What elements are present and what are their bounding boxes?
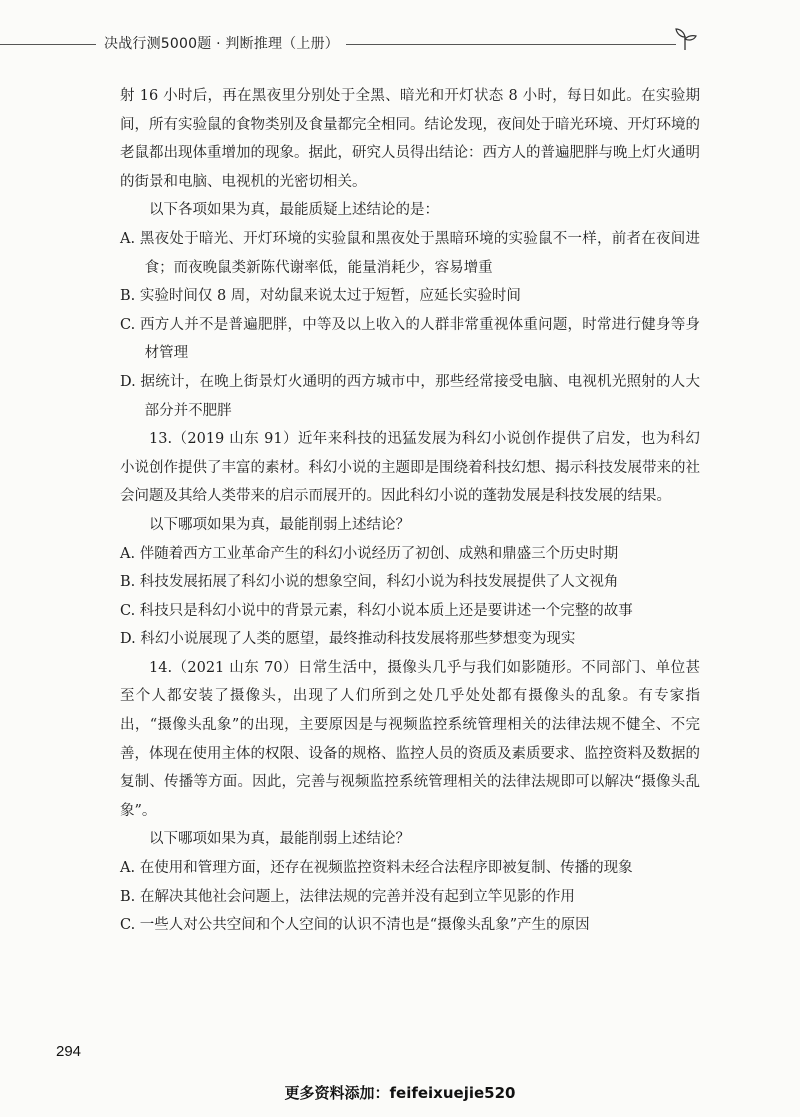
- book-title: 决战行测5000题 · 判断推理（上册）: [104, 36, 339, 52]
- question-prompt: 以下各项如果为真，最能质疑上述结论的是：: [149, 202, 439, 219]
- option-b: B. 在解决其他社会问题上，法律法规的完善并没有起到立竿见影的作用: [120, 888, 575, 905]
- header-rule-right: [346, 44, 676, 45]
- option-c: C. 科技只是科幻小说中的背景元素，科幻小说本质上还是要讲述一个完整的故事: [120, 602, 633, 619]
- option-d: D. 据统计，在晚上街景灯火通明的西方城市中，那些经常接受电脑、电视机光照射的人大部分并不肥胖: [120, 373, 700, 419]
- running-header: [0, 30, 800, 60]
- option-d: D. 科幻小说展现了人类的愿望，最终推动科技发展将那些梦想变为现实: [120, 631, 576, 648]
- option-a: A. 黑夜处于暗光、开灯环境的实验鼠和黑夜处于黑暗环境的实验鼠不一样，前者在夜间进食；而夜晚鼠类新陈代谢率低，能量消耗少，容易增重: [120, 230, 700, 276]
- sprout-icon: [672, 26, 698, 52]
- option-a: A. 在使用和管理方面，还存在视频监控资料未经合法程序即被复制、传播的现象: [120, 860, 633, 877]
- footer-note: 更多资料添加：feifeixuejie520: [284, 1084, 516, 1102]
- question-14-stem: 14.（2021 山东 70）日常生活中，摄像头几乎与我们如影随形。不同部门、单位甚至个人都安装了摄像头，出现了人们所到之处几乎处处都有摄像头的乱象。有专家指出，“摄像头乱象”的出现，主要原因是与视频监控系统管理相关的法律法规不健全、不完善，体现在使用主体的权限、设备的规格、监控人员的资质及素质要求、监控资料及数据的复制、传播等方面。因此，完善与视频监控系统管理相关的法律法规即可以解决“摄像头乱象”。: [120, 659, 700, 819]
- question-prompt: 以下哪项如果为真，最能削弱上述结论？: [149, 831, 410, 848]
- header-rule-left: [0, 44, 96, 45]
- paragraph: 射 16 小时后，再在黑夜里分别处于全黑、暗光和开灯状态 8 小时，每日如此。在实验期间，所有实验鼠的食物类别及食量都完全相同。结论发现，夜间处于暗光环境、开灯环境的老鼠都出现体重增加的现象。据此，研究人员得出结论：西方人的普遍肥胖与晚上灯火通明的街景和电脑、电视机的光密切相关。: [120, 88, 700, 190]
- page-body: [120, 82, 700, 940]
- page-number: 294: [56, 1043, 82, 1060]
- option-c: C. 一些人对公共空间和个人空间的认识不清也是“摄像头乱象”产生的原因: [120, 917, 590, 934]
- question-prompt: 以下哪项如果为真，最能削弱上述结论？: [149, 516, 410, 533]
- option-b: B. 科技发展拓展了科幻小说的想象空间，科幻小说为科技发展提供了人文视角: [120, 574, 619, 591]
- question-13-stem: 13.（2019 山东 91）近年来科技的迅猛发展为科幻小说创作提供了启发，也为科幻小说创作提供了丰富的素材。科幻小说的主题即是围绕着科技幻想、揭示科技发展带来的社会问题及其给人类带来的启示而展开的。因此科幻小说的蓬勃发展是科技发展的结果。: [120, 431, 700, 505]
- option-b: B. 实验时间仅 8 周，对幼鼠来说太过于短暂，应延长实验时间: [120, 288, 521, 305]
- option-c: C. 西方人并不是普遍肥胖，中等及以上收入的人群非常重视体重问题，时常进行健身等身材管理: [120, 316, 700, 362]
- option-a: A. 伴随着西方工业革命产生的科幻小说经历了初创、成熟和鼎盛三个历史时期: [120, 545, 619, 562]
